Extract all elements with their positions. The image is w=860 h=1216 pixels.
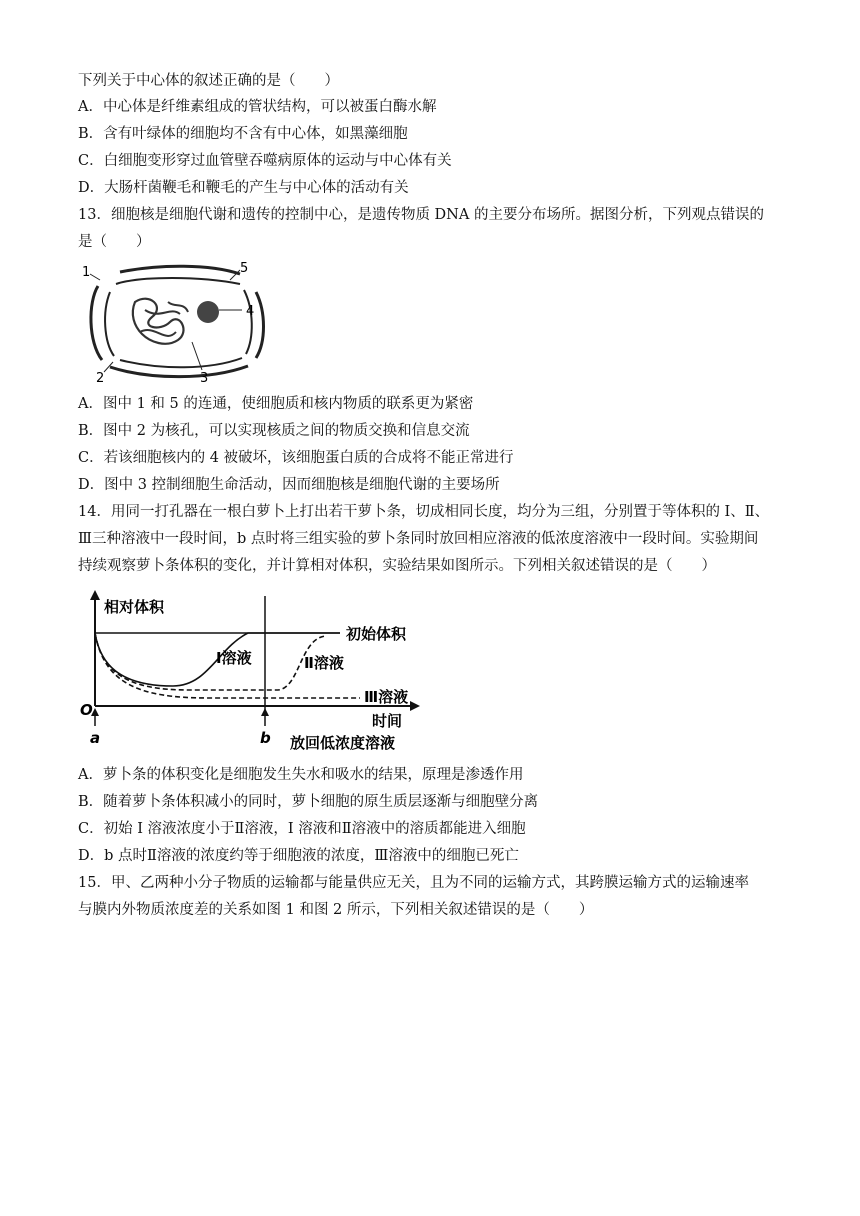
marker-a-label: a: [90, 729, 101, 747]
initial-volume-label: 初始体积: [346, 625, 407, 643]
inner-membrane-bottom: [120, 358, 242, 367]
q12-option-b: B．含有叶绿体的细胞均不含有中心体，如黑藻细胞: [78, 126, 408, 142]
marker-b-note: 放回低浓度溶液: [290, 734, 396, 752]
q14-stem-line2: Ⅲ三种溶液中一段时间，b 点时将三组实验的萝卜条同时放回相应溶液的低浓度溶液中一段时间。实验期间: [78, 531, 759, 547]
series-II-line: [95, 633, 326, 690]
nuclear-envelope-left: [91, 286, 102, 360]
chromatin-fibers: [140, 302, 188, 336]
series-II-label: Ⅱ溶液: [304, 654, 344, 672]
nucleus-diagram: [80, 262, 270, 384]
label-5: 5: [240, 262, 249, 276]
inner-membrane-right: [244, 290, 255, 354]
q14-stem-line1: 14．用同一打孔器在一根白萝卜上打出若干萝卜条，切成相同长度，均分为三组，分别置于等体积的 I、Ⅱ、: [78, 504, 770, 520]
nuclear-envelope-top: [120, 266, 240, 274]
series-III-label: Ⅲ溶液: [364, 688, 409, 706]
relative-volume-chart: [78, 588, 428, 756]
inner-membrane-left: [105, 292, 114, 356]
leader-1: [90, 274, 100, 280]
label-2: 2: [96, 371, 105, 384]
label-4: 4: [246, 304, 255, 319]
label-3: 3: [200, 371, 209, 384]
q14-option-a: A．萝卜条的体积变化是细胞发生失水和吸水的结果，原理是渗透作用: [78, 767, 524, 783]
q12-option-c: C．白细胞变形穿过血管壁吞噬病原体的运动与中心体有关: [78, 153, 452, 169]
nucleolus: [197, 301, 219, 323]
q12-option-d: D．大肠杆菌鞭毛和鞭毛的产生与中心体的活动有关: [78, 180, 409, 196]
q13-option-a: A．图中 1 和 5 的连通，使细胞质和核内物质的联系更为紧密: [78, 396, 474, 412]
y-axis-arrow: [90, 590, 100, 600]
q13-option-d: D．图中 3 控制细胞生命活动，因而细胞核是细胞代谢的主要场所: [78, 477, 500, 493]
q14-stem-line3: 持续观察萝卜条体积的变化，并计算相对体积，实验结果如图所示。下列相关叙述错误的是（ ）: [78, 558, 716, 574]
q15-stem-line2: 与膜内外物质浓度差的关系如图 1 和图 2 所示，下列相关叙述错误的是（ ）: [78, 902, 594, 918]
marker-b-head: [261, 708, 269, 716]
nuclear-envelope-right: [256, 292, 264, 358]
q14-option-d: D．b 点时Ⅱ溶液的浓度约等于细胞液的浓度，Ⅲ溶液中的细胞已死亡: [78, 848, 519, 864]
x-axis-arrow: [410, 701, 420, 711]
y-axis-label: 相对体积: [104, 598, 165, 616]
series-I-label: I溶液: [216, 649, 252, 667]
x-axis-label: 时间: [372, 712, 403, 730]
q14-option-c: C．初始 I 溶液浓度小于Ⅱ溶液，I 溶液和Ⅱ溶液中的溶质都能进入细胞: [78, 821, 526, 837]
q12-option-a: A．中心体是纤维素组成的管状结构，可以被蛋白酶水解: [78, 99, 437, 115]
q13-stem-line2: 是（ ）: [78, 234, 151, 250]
q15-stem-line1: 15．甲、乙两种小分子物质的运输都与能量供应无关，且为不同的运输方式，其跨膜运输方式的运输速率: [78, 875, 749, 891]
inner-membrane-top: [116, 278, 240, 284]
q13-option-c: C．若该细胞核内的 4 被破坏，该细胞蛋白质的合成将不能正常进行: [78, 450, 514, 466]
label-1: 1: [82, 265, 91, 280]
marker-b-label: b: [260, 729, 271, 747]
q13-option-b: B．图中 2 为核孔，可以实现核质之间的物质交换和信息交流: [78, 423, 470, 439]
q14-option-b: B．随着萝卜条体积减小的同时，萝卜细胞的原生质层逐渐与细胞壁分离: [78, 794, 539, 810]
q12-stem: 下列关于中心体的叙述正确的是（ ）: [78, 73, 339, 89]
origin-label: O: [80, 701, 93, 719]
q13-stem-line1: 13．细胞核是细胞代谢和遗传的控制中心，是遗传物质 DNA 的主要分布场所。据图分析，下列观点错误的: [78, 207, 764, 223]
